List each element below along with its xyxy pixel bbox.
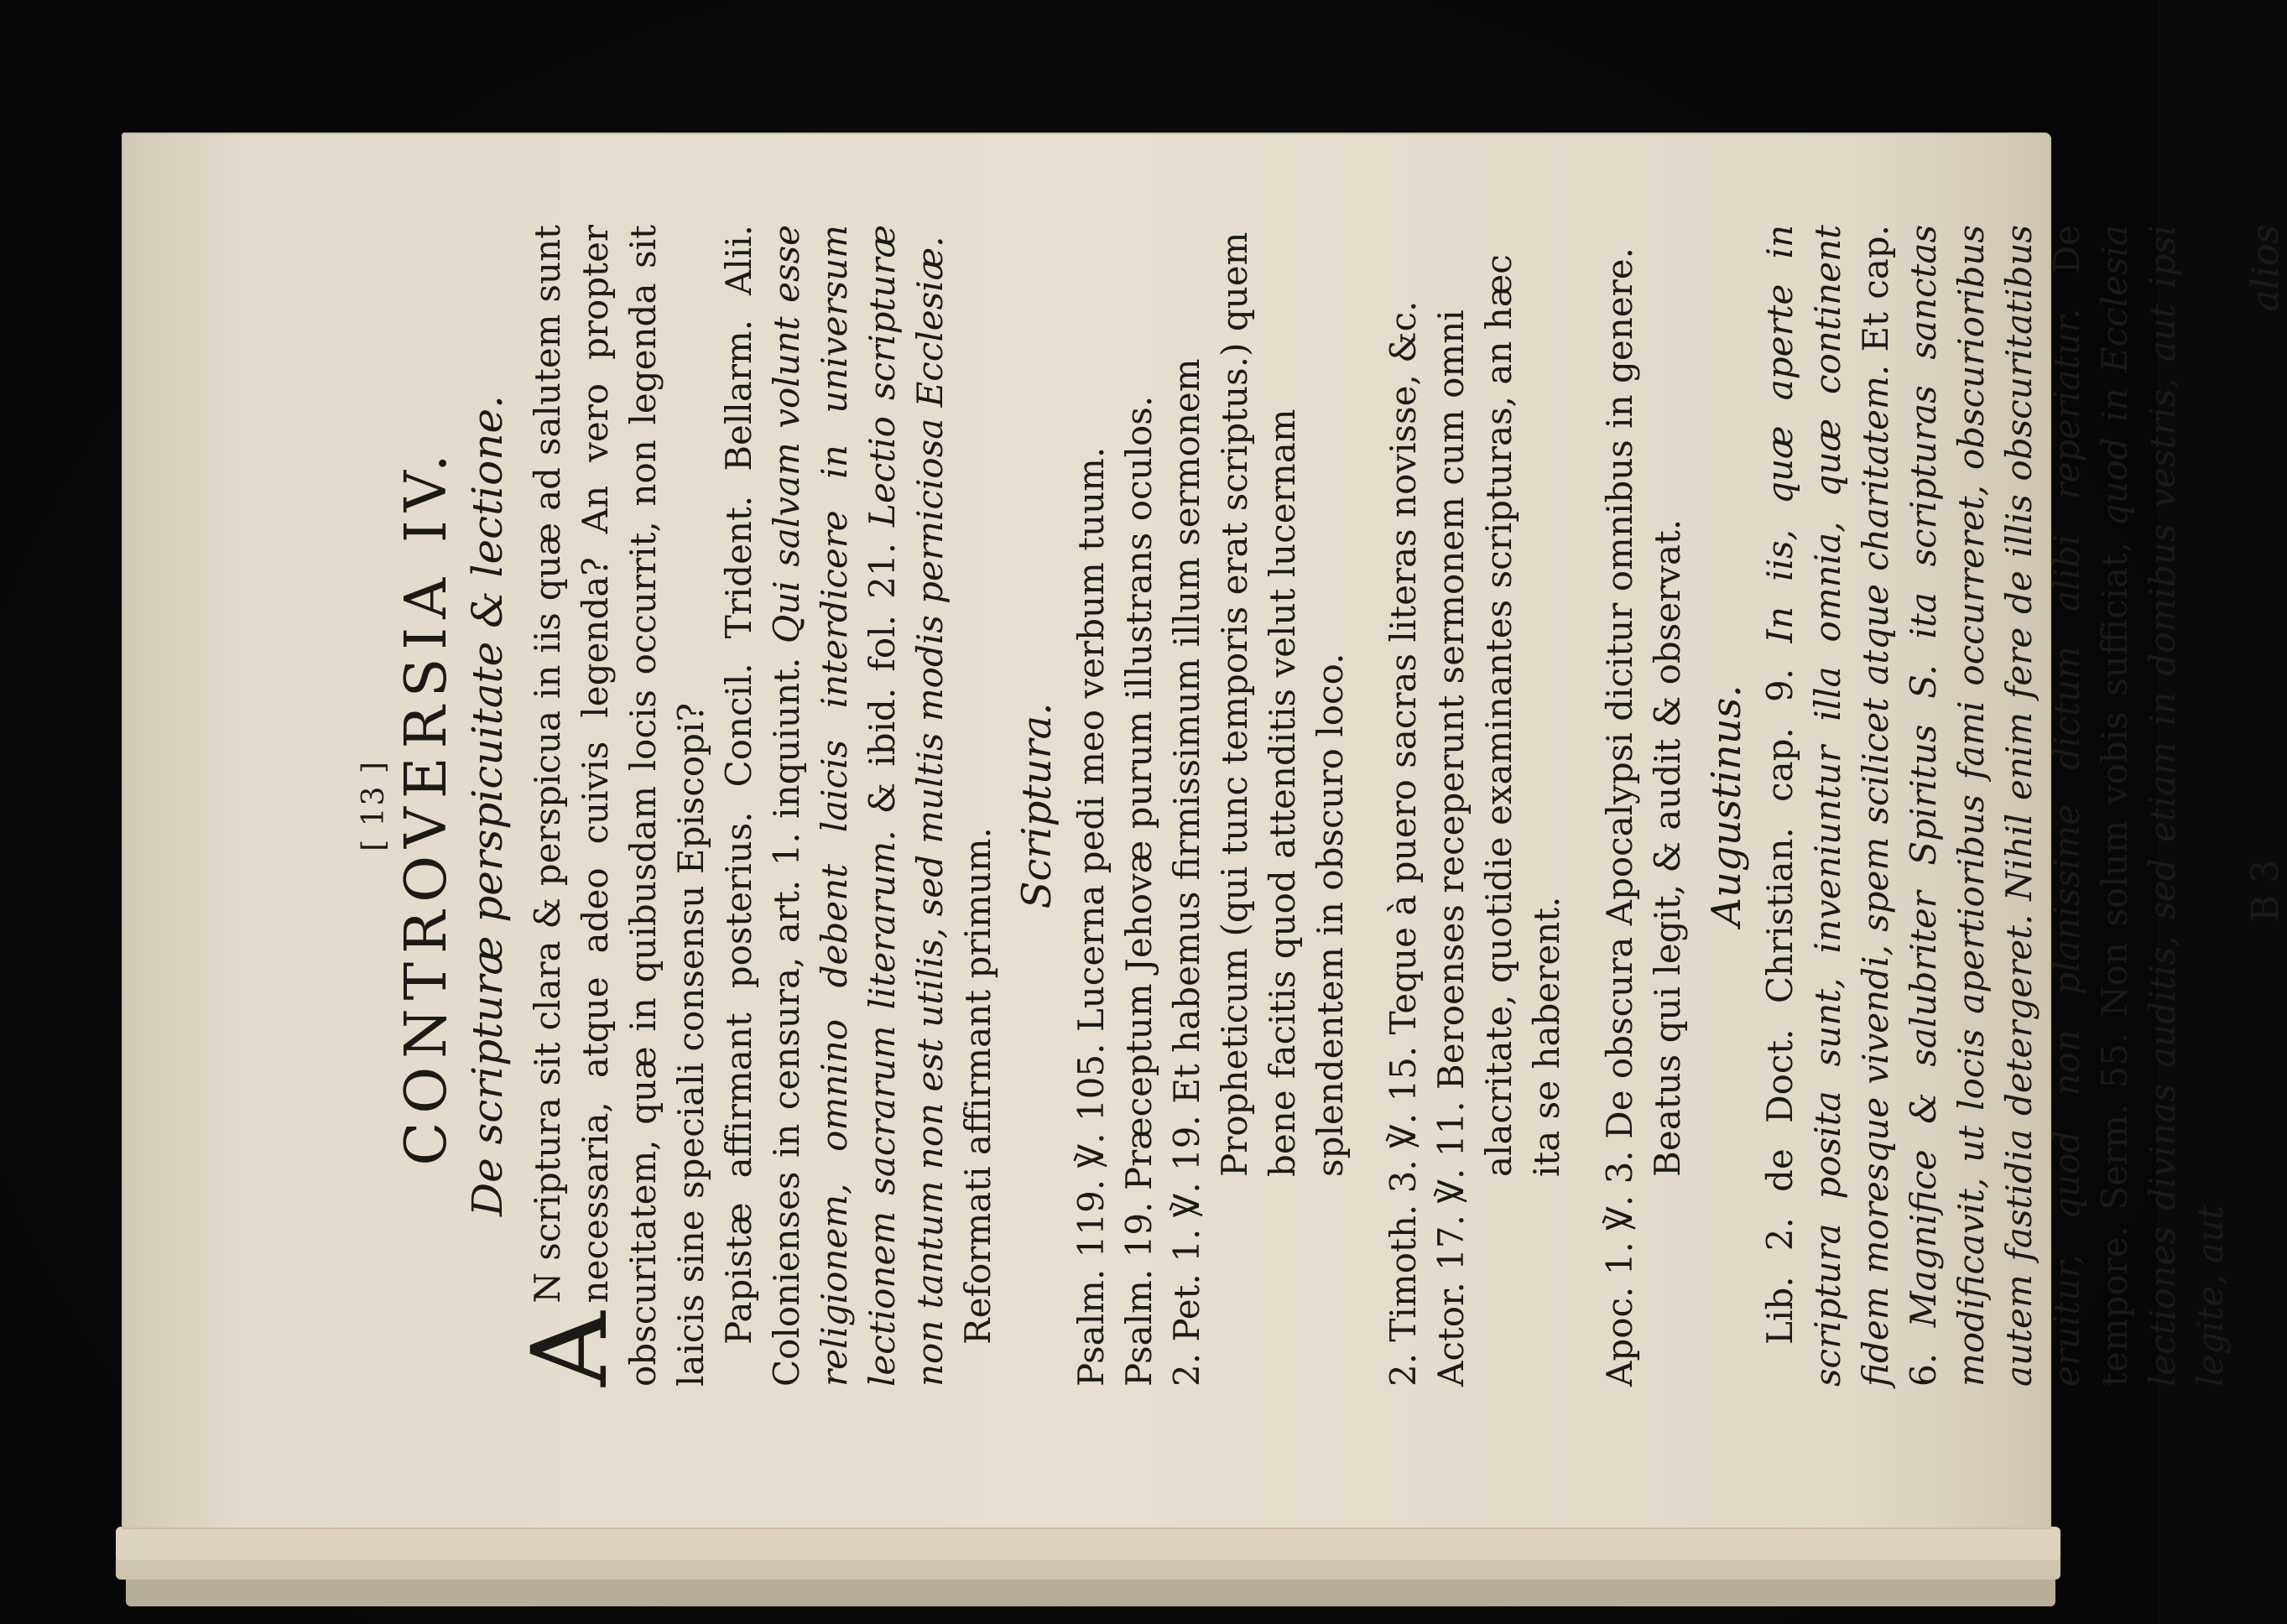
reference-item <box>1379 225 1427 1387</box>
papistae-lead: Papistæ affirmant posterius. Concil. Trident. Bellarm. Alii. Colonienses in censura, art. 1. inquiunt. <box>718 225 808 1387</box>
spacer <box>1354 225 1379 1387</box>
intro-paragraph <box>510 225 715 1387</box>
papistae-quote-2: Lectio scripturæ non tantum non est utilis, sed multis modis perniciosa Ecclesiæ. <box>862 224 951 1387</box>
page-footer <box>2244 225 2287 1387</box>
reference-citation: Apoc. 1. ℣. 3. <box>1598 1150 1640 1387</box>
book-page <box>122 133 2287 1529</box>
scriptura-heading: Scriptura. <box>1013 702 1061 909</box>
page-title: CONTROVERSIA IV. <box>393 445 460 1166</box>
reference-citation: 2. Timoth. 3. ℣. 15. <box>1382 1045 1424 1387</box>
page-subtitle: De scripturæ perspicuitate & lectione. <box>462 395 512 1216</box>
signature-mark: B 3 <box>2244 859 2287 922</box>
augustinus-paragraph <box>1756 225 2234 1387</box>
drop-cap: A <box>510 1311 632 1387</box>
augustinus-mid: Et cap. 6. <box>1855 225 1945 1387</box>
augustinus-quote: In iis, quæ aperte in scriptura posita sunt, inveniuntur illa omnia, quæ continent fidem moresque vivendi, spem scilicet atque charitatem. <box>1759 225 1897 1387</box>
reference-item <box>1163 225 1354 1387</box>
augustinus-heading: Augustinus. <box>1702 684 1750 927</box>
reference-citation: 2. Pet. 1. ℣. 19. <box>1165 1115 1207 1387</box>
reference-text: Præceptum Jehovæ purum illustrans oculos. <box>1117 395 1159 1191</box>
reference-item <box>1427 225 1571 1387</box>
reformati-line: Reformati affirmant primum. <box>957 827 999 1345</box>
intro-text: N scriptura sit clara & perspicua in iis quæ ad salutem sunt necessaria, atque adeo cuivis legenda? An vero propter obscuritatem, quæ in quibusdam locis occurrit, non legenda sit laicis sine speciali consensu Episcopi? <box>527 225 712 1387</box>
reference-text: Beroenses receperunt sermonem cum omni alacritate, quotidie examinantes scripturas, an hæc ita se haberent. <box>1430 254 1567 1177</box>
apoc-reference <box>1596 225 1691 1387</box>
catchword: alios <box>2244 225 2287 312</box>
augustinus-lead: Lib. 2. de Doct. Christian. cap. 9. <box>1759 668 1801 1345</box>
papistae-mid: & ibid. fol. 21. <box>862 543 904 815</box>
papistae-paragraph <box>715 225 954 1387</box>
papistae-quote: Qui salvam volunt esse religionem, omnino debent laicis interdicere in universum lectionem sacrarum literarum. <box>766 225 904 1387</box>
spacer <box>1571 225 1596 1387</box>
reference-text: De obscura Apocalypsi dicitur omnibus in genere. Beatus qui legit, & audit & observat. <box>1598 247 1688 1177</box>
reference-list <box>1067 225 1691 1387</box>
augustinus-quote-2: Magnifice & salubriter Spiritus S. ita scripturas sanctas modificavit, ut locis apertioribus fami occurreret, obscurioribus autem fastidia detergeret. Nihil enim fere de illis obscuritatibus eruitur, quod non planissime dictum alibi reperiatur. <box>1903 225 2088 1387</box>
augustinus-tail-lead: De tempore. Serm. 55. Non solum vobis sufficiat, <box>2046 225 2136 1387</box>
reference-citation: Actor. 17. ℣. 11. <box>1430 1101 1472 1387</box>
reference-citation: Psalm. 119. ℣. 105. <box>1070 1043 1112 1387</box>
reference-text: Lucerna pedi meo verbum tuum. <box>1070 446 1112 1033</box>
page-number: [ 13 ] <box>357 760 391 851</box>
page-edge <box>116 1527 2060 1560</box>
augustinus-tail-quote: quod in Ecclesia lectiones divinas auditis, sed etiam in domibus vestris, aut ipsi legite, aut <box>2094 225 2232 1387</box>
reference-text: Et habemus firmissimum illum sermonem Propheticum (qui tunc temporis erat scriptus.) quem bene facitis quod attenditis velut lucernam splendentem in obscuro loco. <box>1165 232 1351 1177</box>
reference-text: Teque à puero sacras literas novisse, &c. <box>1382 300 1424 1035</box>
reference-citation: Psalm. 19. <box>1117 1201 1159 1387</box>
reference-item <box>1067 225 1115 1387</box>
page-text-block <box>122 133 2287 1529</box>
reference-item <box>1115 225 1163 1387</box>
